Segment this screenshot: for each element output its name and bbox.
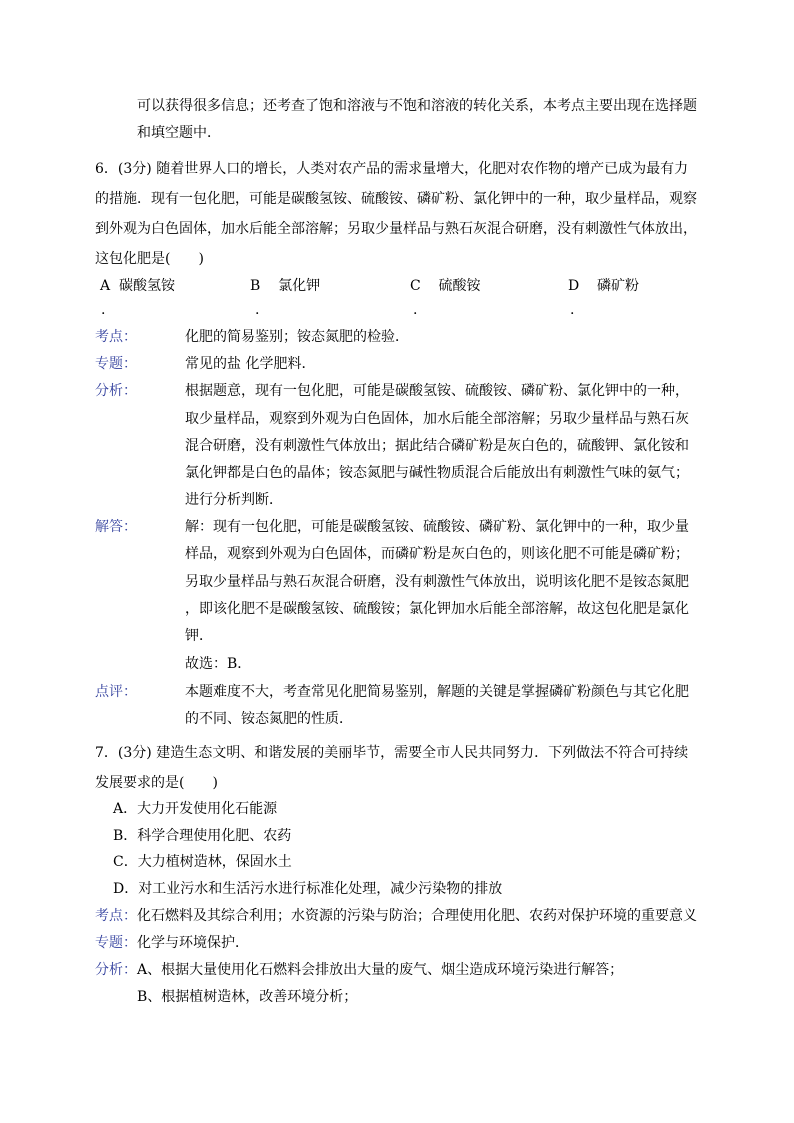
q6-option-d [568,277,639,295]
jieda-line: ，即该化肥不是碳酸氢铵、硫酸铵；氯化钾加水后能全部溶解，故这包化肥是氯化 [185,601,689,617]
q7-stem-line: 7．(3分) 建造生态文明、和谐发展的美丽毕节，需要全市人民共同努力．下列做法不符合可持续 [95,745,689,761]
option-dot: . [570,302,575,318]
q6-option-letter: B [250,278,261,294]
dianping-line: 本题难度不大，考查常见化肥简易鉴别，解题的关键是掌握磷矿粉颜色与其它化肥 [185,684,689,700]
q7-option-b: B．科学合理使用化肥、农药 [113,828,292,844]
jieda-answer: 故选：B． [185,656,252,672]
option-dot: . [413,302,418,318]
zhuanti-label: 专题： [95,356,137,372]
jieda-label: 解答： [95,519,137,535]
fenxi-line: 进行分析判断． [185,492,283,508]
kaodian-text: 化石燃料及其综合利用；水资源的污染与防治；合理使用化肥、农药对保护环境的重要意义 [137,908,697,924]
fenxi-line: B、根据植树造林，改善环境分析； [137,989,358,1005]
q5-analysis-line: 和填空题中． [137,125,221,141]
q6-option-text: 碳酸氢铵 [119,278,176,294]
zhuanti-label: 专题： [95,935,137,951]
q6-option-a [100,277,175,295]
q7-stem-line: 发展要求的是( ) [95,775,218,791]
q6-option-text: 磷矿粉 [597,278,640,294]
q6-option-letter: A [100,278,111,294]
q7-option-a: A．大力开发使用化石能源 [113,801,278,817]
q6-stem-line: 6．(3分) 随着世界人口的增长，人类对农产品的需求量增大，化肥对农作物的增产已成为最有力 [95,161,689,177]
fenxi-line: 混合研磨，没有刺激性气体放出；据此结合磷矿粉是灰白色的，硫酸钾、氯化铵和 [185,438,689,454]
jieda-line: 另取少量样品与熟石灰混合研磨，没有刺激性气体放出，说明该化肥不是铵态氮肥 [185,574,689,590]
kaodian-text: 化肥的简易鉴别；铵态氮肥的检验． [185,329,409,345]
q6-option-letter: C [410,278,421,294]
fenxi-label: 分析： [95,962,137,978]
zhuanti-text: 化学与环境保护． [137,935,249,951]
zhuanti-text: 常见的盐 化学肥料． [185,356,316,372]
dianping-label: 点评： [95,684,137,700]
q6-stem-line: 的措施．现有一包化肥，可能是碳酸氢铵、硫酸铵、磷矿粉、氯化钾中的一种，取少量样品，观察 [95,191,697,207]
q6-option-letter: D [568,278,580,294]
q6-stem-line: 到外观为白色固体，加水后能全部溶解；另取少量样品与熟石灰混合研磨，没有刺激性气体放出， [95,221,697,237]
q5-analysis-line: 可以获得很多信息；还考查了饱和溶液与不饱和溶液的转化关系，本考点主要出现在选择题 [137,98,697,114]
kaodian-label: 考点： [95,329,137,345]
q7-option-c: C．大力植树造林，保固水土 [113,854,292,870]
fenxi-line: 氯化钾都是白色的晶体；铵态氮肥与碱性物质混合后能放出有刺激性气味的氨气； [185,465,689,481]
q6-stem-line: 这包化肥是( ) [95,251,204,267]
fenxi-label: 分析： [95,383,137,399]
q7-option-d: D．对工业污水和生活污水进行标准化处理，减少污染物的排放 [113,881,503,897]
fenxi-line: 根据题意，现有一包化肥，可能是碳酸氢铵、硫酸铵、磷矿粉、氯化钾中的一种， [185,383,689,399]
jieda-line: 解：现有一包化肥，可能是碳酸氢铵、硫酸铵、磷矿粉、氯化钾中的一种，取少量 [185,519,689,535]
kaodian-label: 考点： [95,908,137,924]
option-dot: . [255,302,260,318]
fenxi-line: 取少量样品，观察到外观为白色固体，加水后能全部溶解；另取少量样品与熟石灰 [185,411,689,427]
option-dot: . [101,302,106,318]
jieda-line: 样品，观察到外观为白色固体，而磷矿粉是灰白色的，则该化肥不可能是磷矿粉； [185,546,689,562]
q6-option-b [250,277,320,295]
q6-option-c [410,277,481,295]
dianping-line: 的不同、铵态氮肥的性质． [185,711,353,727]
q6-option-text: 氯化钾 [278,278,321,294]
q6-option-text: 硫酸铵 [438,278,481,294]
jieda-line: 钾． [185,628,213,644]
fenxi-line: A、根据大量使用化石燃料会排放出大量的废气、烟尘造成环境污染进行解答； [137,962,624,978]
